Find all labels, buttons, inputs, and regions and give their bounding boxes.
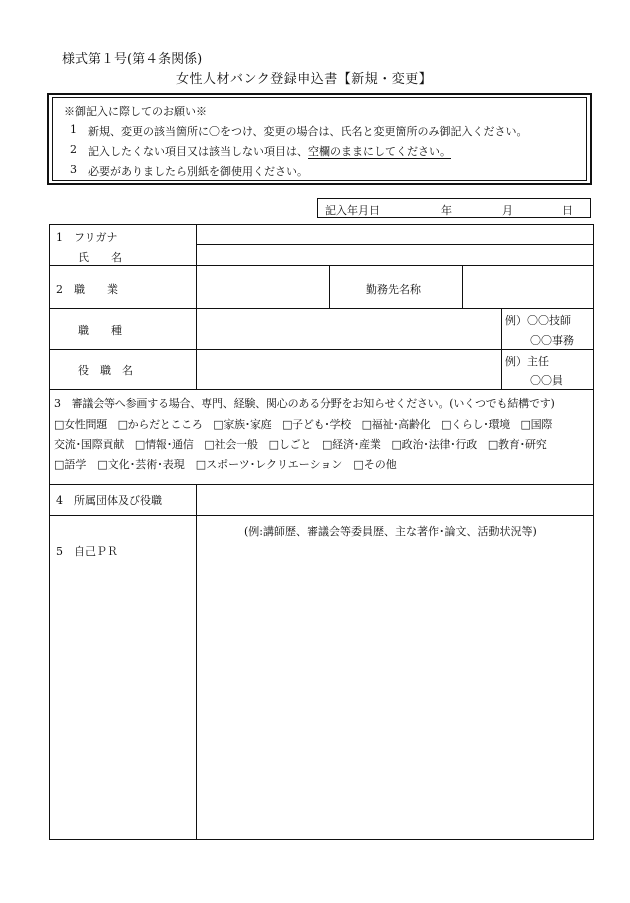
label-column-divider-bottom — [196, 484, 197, 840]
interests-checkbox-line-3[interactable]: □語学 □文化･芸術･表現 □スポーツ･レクリエーション □その他 — [54, 458, 397, 471]
affiliation-label: 4 所属団体及び役職 — [56, 494, 162, 507]
notice-item-2-text — [88, 143, 451, 159]
position-example-2: 〇〇員 — [530, 374, 563, 387]
notice-item-3-text: 必要がありましたら別紙を御使用ください。 — [88, 165, 308, 178]
notice-item-2-number: 2 — [70, 143, 77, 156]
row-divider-6 — [49, 515, 594, 516]
position-label: 役 職 名 — [78, 364, 133, 377]
interests-checkbox-line-1[interactable]: □女性問題 □からだとこころ □家族･家庭 □子ども･学校 □福祉･高齢化 □くらし･環境 □国際 — [54, 418, 553, 431]
interests-heading: 3 審議会等へ参画する場合、専門、経験、関心のある分野をお知らせください。(いくつでも結構です) — [54, 397, 555, 410]
interests-checkbox-line-2[interactable]: 交流･国際貢献 □情報･通信 □社会一般 □しごと □経済･産業 □政治･法律･行政 □教育･研究 — [54, 438, 547, 451]
row-divider-1 — [49, 265, 594, 266]
occupation-value-divider — [329, 265, 330, 308]
furigana-label: 1 フリガナ — [56, 231, 118, 244]
row-divider-3 — [49, 349, 594, 350]
job-type-field[interactable] — [198, 310, 500, 348]
row-divider-5 — [49, 484, 594, 485]
notice-heading: ※御記入に際してのお願い※ — [64, 105, 207, 118]
position-example-1: 例）主任 — [505, 355, 549, 368]
notice-item-2-emphasis: 空欄のままにしてください。 — [308, 145, 451, 158]
furigana-field[interactable] — [198, 226, 592, 243]
label-column-divider-top — [196, 224, 197, 389]
name-label: 氏 名 — [78, 251, 122, 264]
job-type-label: 職 種 — [78, 324, 122, 337]
workplace-label: 勤務先名称 — [366, 283, 421, 296]
occupation-field[interactable] — [198, 267, 328, 307]
notice-item-1-text: 新規、変更の該当箇所に〇をつけ、変更の場合は、氏名と変更箇所のみ御記入ください。 — [88, 125, 528, 138]
notice-item-3-number: 3 — [70, 163, 77, 176]
self-pr-field[interactable] — [198, 540, 592, 838]
furigana-name-divider — [196, 244, 594, 245]
affiliation-field[interactable] — [198, 486, 592, 514]
date-year-label: 年 — [441, 204, 452, 217]
date-label: 記入年月日 — [325, 204, 380, 217]
row-divider-4 — [49, 389, 594, 390]
position-field[interactable] — [198, 351, 500, 388]
workplace-label-divider — [462, 265, 463, 308]
job-type-example-1: 例）〇〇技師 — [505, 314, 571, 327]
self-pr-label: 5 自己ＰＲ — [56, 545, 118, 558]
job-type-example-2: 〇〇事務 — [530, 334, 574, 347]
date-day-label: 日 — [562, 204, 573, 217]
example-column-divider — [501, 308, 502, 389]
name-field[interactable] — [198, 246, 592, 264]
notice-item-1-number: 1 — [70, 123, 77, 136]
notice-item-2-main: 記入したくない項目又は該当しない項目は、 — [88, 145, 308, 158]
self-pr-example: (例:講師歴、審議会等委員歴、主な著作･論文、活動状況等) — [244, 525, 537, 538]
occupation-label: 2 職 業 — [56, 283, 118, 296]
form-title: 女性人材バンク登録申込書【新規・変更】 — [176, 72, 433, 87]
date-month-label: 月 — [502, 204, 513, 217]
form-number: 様式第１号(第４条関係) — [62, 52, 203, 67]
workplace-field[interactable] — [464, 267, 592, 307]
row-divider-2 — [49, 308, 594, 309]
